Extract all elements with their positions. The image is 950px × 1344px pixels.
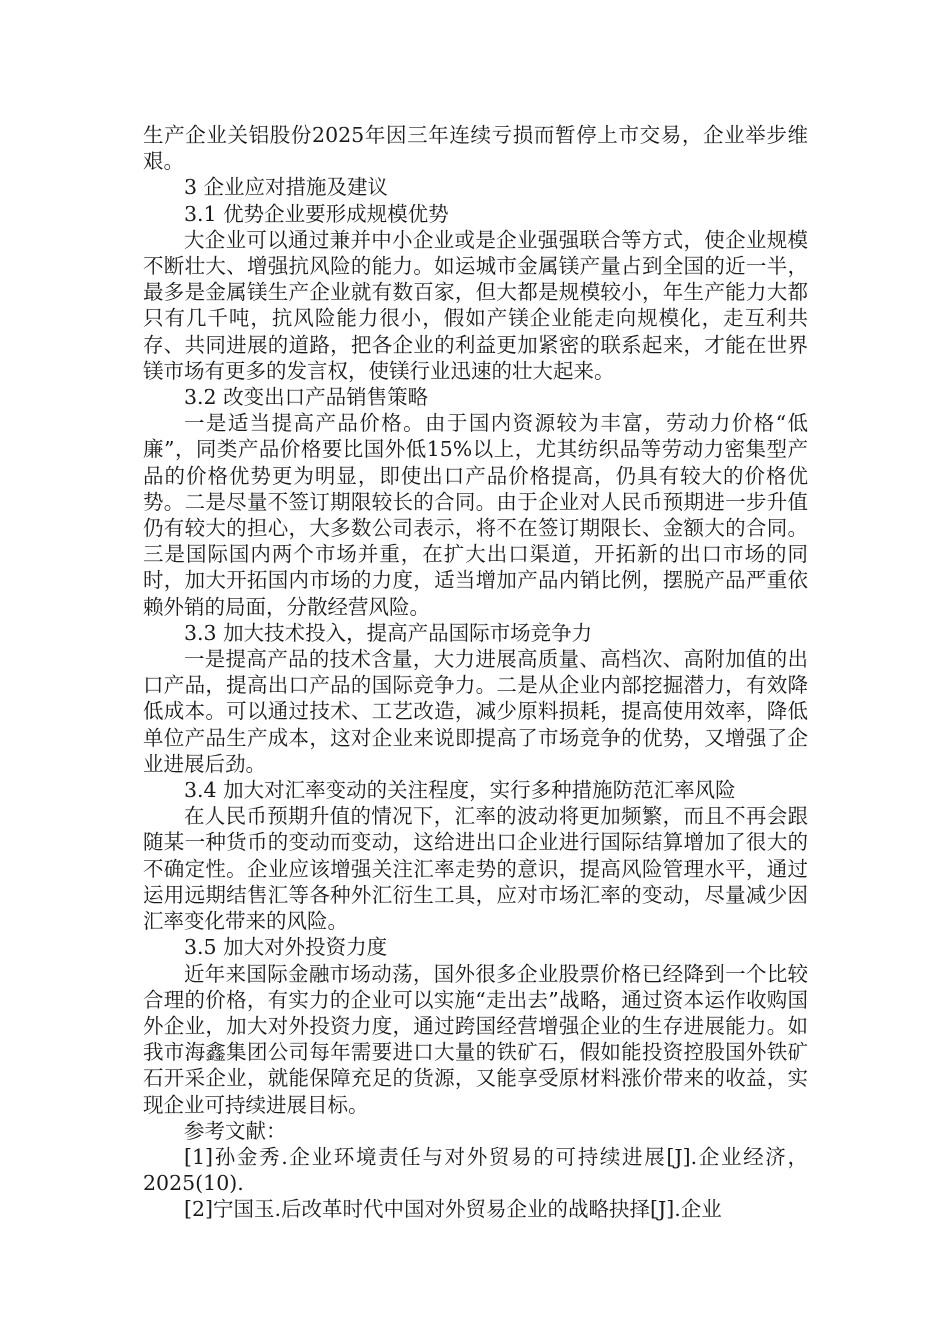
- section-body-3-4: 在人民币预期升值的情况下，汇率的波动将更加频繁，而且不再会跟随某一种货币的变动而变动，这给进出口企业进行国际结算增加了很大的不确定性。企业应该增强关注汇率走势的意识，提高风险管理水平，通过运用远期结售汇等各种外汇衍生工具，应对市场汇率的变动，尽量减少因汇率变化带来的风险。: [143, 804, 808, 934]
- section-body-3-1: 大企业可以通过兼并中小企业或是企业强强联合等方式，使企业规模不断壮大、增强抗风险的能力。如运城市金属镁产量占到全国的近一半，最多是金属镁生产企业就有数百家，但大都是规模较小，年生产能力大都只有几千吨，抗风险能力很小，假如产镁企业能走向规模化，走互利共存、共同进展的道路，把各企业的利益更加紧密的联系起来，才能在世界镁市场有更多的发言权，使镁行业迅速的壮大起来。: [143, 227, 808, 383]
- references: [143, 1118, 808, 1223]
- section-body-3-3: 一是提高产品的技术含量，大力进展高质量、高档次、高附加值的出口产品，提高出口产品的国际竞争力。二是从企业内部挖掘潜力，有效降低成本。可以通过技术、工艺改造，减少原料损耗，提高使用效率，降低单位产品生产成本，这对企业来说即提高了市场竞争的优势，又增强了企业进展后劲。: [143, 647, 808, 776]
- reference-item: [1]孙金秀.企业环境责任与对外贸易的可持续进展[J].企业经济，2025(10).: [143, 1144, 808, 1196]
- section-heading-3-2: 3.2 改变出口产品销售策略: [184, 385, 429, 410]
- section-body-3-2: 一是适当提高产品价格。由于国内资源较为丰富，劳动力价格“低廉”，同类产品价格要比国外低15%以上，尤其纺织品等劳动力密集型产品的价格优势更为明显，即使出口产品价格提高，仍具有较大的价格优势。二是尽量不签订期限较长的合同。由于企业对人民币预期进一步升值仍有较大的担心，大多数公司表示，将不在签订期限长、金额大的合同。三是国际国内两个市场并重，在扩大出口渠道，开拓新的出口市场的同时，加大开拓国内市场的力度，适当增加产品内销比例，摆脱产品严重依赖外销的局面，分散经营风险。: [143, 411, 808, 619]
- section-heading-3-5: 3.5 加大对外投资力度: [184, 935, 388, 960]
- opening-paragraph: 生产企业关铝股份2025年因三年连续亏损而暂停上市交易，企业举步维艰。: [143, 123, 808, 174]
- section-body-3-5: 近年来国际金融市场动荡，国外很多企业股票价格已经降到一个比较合理的价格，有实力的企业可以实施“走出去”战略，通过资本运作收购国外企业，加大对外投资力度，通过跨国经营增强企业的生存进展能力。如我市海鑫集团公司每年需要进口大量的铁矿石，假如能投资控股国外铁矿石开采企业，就能保障充足的货源，又能享受原材料涨价带来的收益，实现企业可持续进展目标。: [143, 961, 808, 1117]
- section-heading-3-3: 3.3 加大技术投入，提高产品国际市场竞争力: [184, 620, 593, 645]
- section-heading-3-1: 3.1 优势企业要形成规模优势: [184, 201, 449, 226]
- document-page: [143, 122, 808, 1223]
- section-title: 3 企业应对措施及建议: [184, 175, 389, 200]
- section-heading-3-4: 3.4 加大对汇率变动的关注程度，实行多种措施防范汇率风险: [184, 778, 736, 803]
- references-title: 参考文献：: [184, 1118, 287, 1143]
- reference-item: [2]宁国玉.后改革时代中国对外贸易企业的战略抉择[J].企业: [184, 1197, 722, 1222]
